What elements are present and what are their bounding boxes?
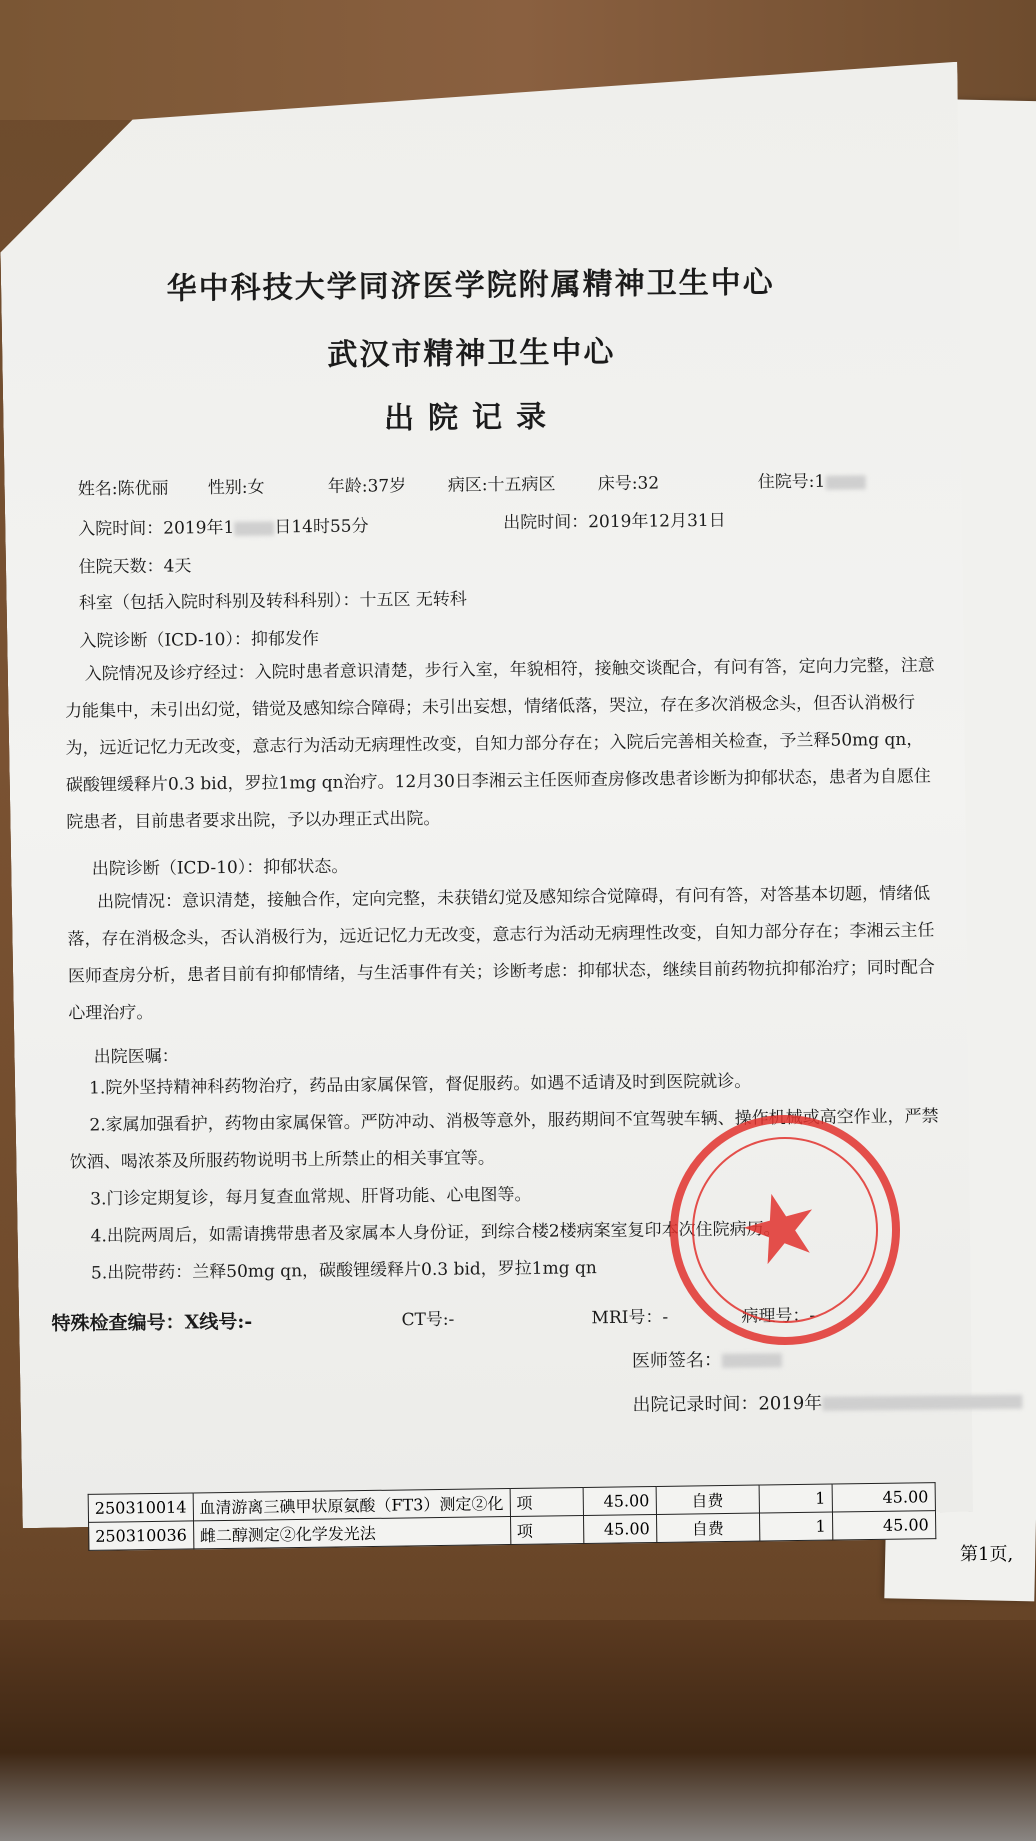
patient-age: 年龄:37岁	[327, 476, 407, 497]
fee-qty: 1	[759, 1512, 832, 1541]
fee-code: 250310014	[88, 1493, 193, 1522]
advice-item: 4.出院两周后，如需请携带患者及家属本人身份证，到综合楼2楼病案室复印本次住院病历。	[90, 1219, 781, 1247]
stay-days: 住院天数：4天	[78, 556, 192, 578]
record-time	[632, 1387, 1022, 1417]
admission-course: 入院情况及诊疗经过：入院时患者意识清楚，步行入室，年貌相符，接触交谈配合，有问有答，定向力完整，注意力能集中，未引出幻觉，错觉及感知综合障碍；未引出妄想，情绪低落，哭泣，存在多次消极念头，但否认消极行为，远近记忆力无改变，意志行为活动无病理性改变，自知力部分存在；入院后完善相关检查，予兰释50mg qn，碳酸锂缓释片0.3 bid，罗拉1mg qn治疗。12月30日李湘云主任医师查房修改患者诊断为抑郁状态，患者为自愿住院患者，目前患者要求出院，予以办理正式出院。	[65, 655, 935, 833]
fee-unit: 项	[510, 1488, 583, 1517]
special-exam-label: 特殊检查编号：X线号:-	[51, 1310, 253, 1335]
fee-item: 雌二醇测定②化学发光法	[193, 1517, 510, 1549]
discharge-time: 出院时间：2019年12月31日	[503, 510, 726, 534]
fee-amount: 45.00	[832, 1483, 935, 1512]
hospital-name: 华中科技大学同济医学院附属精神卫生中心	[166, 265, 775, 307]
advice-item: 3.门诊定期复诊，每月复查血常规、肝肾功能、心电图等。	[90, 1184, 532, 1210]
page-number: 第1页,	[960, 1544, 1014, 1565]
redacted-mark	[234, 521, 274, 535]
department: 科室（包括入院时科别及转科科别）：十五区 无转科	[78, 589, 467, 614]
redacted-mark	[822, 1395, 1022, 1411]
floor-background	[0, 1620, 1036, 1841]
pathology-number: 病理号：-	[741, 1305, 816, 1327]
record-time-text: 出院记录时间：2019年	[632, 1392, 823, 1416]
advice-item: 2.家属加强看护，药物由家属保管。严防冲动、消极等意外，服药期间不宜驾驶车辆、操作机械或高空作业，严禁饮酒、喝浓茶及所服药物说明书上所禁止的相关事宜等。	[69, 1106, 939, 1173]
fee-amount: 45.00	[832, 1511, 935, 1540]
mri-number: MRI号：-	[591, 1307, 669, 1329]
fee-price: 45.00	[583, 1486, 656, 1515]
patient-bed: 床号:32	[597, 473, 660, 495]
patient-ward: 病区:十五病区	[447, 474, 556, 496]
ct-number: CT号:-	[401, 1309, 455, 1331]
redacted-mark	[825, 475, 865, 489]
admission-diagnosis: 入院诊断（ICD-10）：抑郁发作	[79, 629, 320, 652]
advice-item: 5.出院带药：兰释50mg qn，碳酸锂缓释片0.3 bid，罗拉1mg qn	[90, 1258, 597, 1284]
fee-type: 自费	[656, 1485, 759, 1514]
hospital-number	[758, 466, 866, 492]
document-title: 出院记录	[383, 399, 561, 437]
fee-code: 250310036	[89, 1521, 194, 1550]
admit-time	[78, 511, 369, 539]
doctor-signature-label: 医师签名：	[631, 1349, 723, 1372]
patient-name: 姓名:陈优丽	[77, 478, 169, 500]
fee-type: 自费	[656, 1513, 759, 1542]
advice-item: 1.院外坚持精神科药物治疗，药品由家属保管，督促服药。如遇不适请及时到医院就诊。	[88, 1071, 752, 1099]
redacted-mark	[722, 1353, 782, 1368]
patient-sex: 性别:女	[207, 477, 265, 499]
hospital-number-text: 住院号:1	[757, 471, 826, 493]
fee-qty: 1	[759, 1484, 832, 1513]
fee-item: 血清游离三碘甲状原氨酸（FT3）测定②化	[193, 1489, 510, 1521]
seal-star-icon: ★	[726, 1165, 835, 1290]
fee-unit: 项	[510, 1516, 583, 1545]
center-name: 武汉市精神卫生中心	[327, 334, 616, 373]
admit-time-prefix: 入院时间：2019年1	[78, 517, 235, 540]
admit-time-suffix: 日14时55分	[274, 516, 369, 538]
fee-price: 45.00	[583, 1514, 656, 1543]
advice-title: 出院医嘱：	[93, 1046, 179, 1068]
discharge-condition: 出院情况：意识清楚，接触合作，定向完整，未获错幻觉及感知综合觉障碍，有问有答，对答基本切题，情绪低落，存在消极念头，否认消极行为，远近记忆力无改变，意志行为活动无病理性改变，自知力部分存在；李湘云主任医师查房分析，患者目前有抑郁情绪，与生活事件有关；诊断考虑：抑郁状态，继续目前药物抗抑郁治疗；同时配合心理治疗。	[67, 883, 935, 1024]
discharge-diagnosis: 出院诊断（ICD-10）：抑郁状态。	[91, 856, 349, 880]
doctor-signature	[632, 1345, 782, 1373]
fee-table	[88, 1482, 936, 1551]
